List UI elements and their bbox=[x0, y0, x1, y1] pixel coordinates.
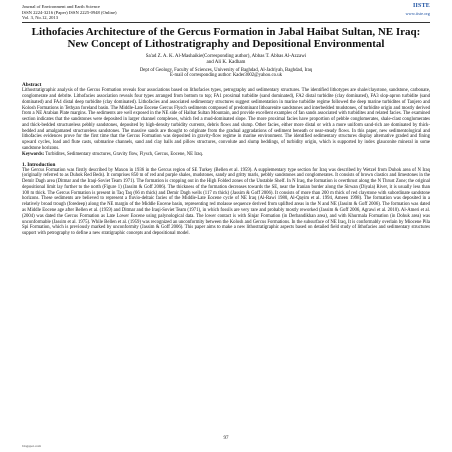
keywords-label: Keywords: bbox=[22, 151, 45, 157]
journal-header bbox=[22, 4, 430, 22]
introduction-text: The Gercus Formation was firstly described by Maxon in 1936 in the Gercus region of SE Turkey (Bellen et al. 1959). A supplementary type section for Iraq was described by Wetzel from Duhok area of N Iraq (originally referred to as Duhok Red Beds). It comprises 850 m of red and purple shales, mudstones, sandy and gritty marls, pebbly sandstones and conglomerates. It consists of brown clastics and limestones in the Demir Dagh area (Ditmar and the Iraqi-Soviet Team 1971). The formation is cropping out in the High Folded zones of the Unstable Shelf. In N Iraq, the formation is overthrust along the N Thrust Zone; the original depositional limit lay further to the north (Figure 1) (Jassim & Goff 2006). The thickness of the formation decreases towards the SE, near the Iranian border along the Sirwan (Diyala) River, it is usually less than 100 m thick. The Gercus Formation is present in Taq Taq (66 m thick) and Demir Dagh wells (117 m thick) (Jassim & Goff 2006). It consists of more than 200 m thick of red claystone with subordinate sandstone horizons. These sediments are believed to represent a fluvio-deltaic facies of the Middle-Late Eocene cycle of NE Iraq (Al-Rawi 1980, Al-Qayim et al. 1994, Ameen 1998). The formation was deposited in a relatively broad trough (foredeep) along the NE margin of the Middle Eocene basin, representing red molasse sequence derived from uplifted areas in the N and NE (Jassim & Goff 2006). The formation was dated as Middle Eocene age after Bellen et al. (1959) and Ditmar and the Iraqi-Soviet Team (1971), in which fossils are very rare and probably mostly reworked (Jassim & Goff 2006, Agrawi et al. 2010). Al-Ameri et al. (2004) was dated the Gercus Formation as Late Lower Eocene using palynological data. The lower contact is with Sinjar Formation (in Derbandikhan area), and with Khurmala Formation (in Dohuk area) was unconformable (Jassim et al. 1975). While Bellen et al. (1959) was recognized an unconformity between the Kolosh and Gercus Formations. In the subsurface of NE Iraq, It is conformably overlain by Miocene Pila Spi Formation, which is previously marked by unconformity (Jassim & Goff 2006). This paper aims to make a new lithostratigraphic aspects based on detailed field study of lithofacies and sedimentary structures support with petrography to define a new stratigraphic concepts and depositional model. bbox=[22, 167, 430, 237]
iiste-logo: IISTE bbox=[412, 3, 430, 9]
journal-url-link[interactable]: www.iiste.org bbox=[405, 11, 430, 16]
authors-line-2: and Ali K. Kadham bbox=[206, 59, 246, 65]
affiliation-line-1: Dept of Geology, Faculty of Sciences, University of Baghdad, Al-Jadriyah, Baghdad, Iraq bbox=[139, 67, 313, 73]
author-list bbox=[22, 54, 430, 66]
journal-name: Journal of Environment and Earth Science bbox=[22, 4, 100, 9]
affiliation-line-2: E-mail of corresponding author: Kader3002@yahoo.co.uk bbox=[169, 73, 283, 79]
keywords bbox=[22, 152, 430, 158]
affiliation bbox=[22, 68, 430, 80]
authors-line-1: Sa'ad Z. A. K. Al-Mashaikie(Corresponding author), Abbas T. Abbas Al-Azzawi bbox=[145, 53, 307, 59]
journal-info bbox=[22, 4, 117, 21]
introduction-heading: 1. Introduction bbox=[22, 161, 56, 168]
paper-page bbox=[22, 4, 430, 237]
journal-issn: ISSN 2224-3216 (Paper) ISSN 2225-0948 (Online) bbox=[22, 9, 117, 15]
watermark-text: blogspot.com bbox=[22, 444, 41, 448]
journal-volume: Vol. 3, No.12, 2013 bbox=[22, 15, 59, 21]
abstract-heading: Abstract bbox=[22, 82, 42, 89]
abstract-text: Lithostratigraphic analysis of the Gercus Formation reveals four associations based on lithofacies types, petrography and sedimentary structures. The identified lithotypes are shale/claystone, sandstone, carbonate, conglomerate and debrite. Lithofacies association reveals four types arranged from bottom to top; FA1 proximal turbidite (sand dominated), FA2 distal turbidite (clay dominated), FA3 slop-apron turbidite (sand dominated) and FA4 distal deep turbidite (clay dominated). Lithofacies and associated sedimentary structures suggest sedimentation in marine turbidite regime followed the deep marine turbidites of Tanjero and Kolosh Formations in Tethyan foreland basin. The Middle-Late Eocene Gercus Flysch sediments composed of predominant lithoarenite sandstones and interbedded mudstones, of turbidite origin and mostly derived from a NE Arabian Plate margins. The sediments are well exposed in the NE side of Haibat Sultan Mountain, and provide excellent examples of fan sands associated with turbidites and related facies. The examined section indicates that the sandstones were deposited in larger channel complexes, which fed a mud-dominated slope. The more proximal facies have proportion of pebble conglomerates, shale-clast conglomerates and thick-bedded structureless pebbly sandstones, deposited by high-density turbidity currents, debris flows and slump. Other facies, either more distal or with a more uniform sand-rich are dominated by thick-bedded and amalgamated structureless sandstones. The massive sands are thought to originate from the gradual aggradations of sediment beneath or near-steady flows. In this paper, new sedimentological and lithofacies evidences prove for the first time that the Gercus Formation was deposited in gravity-flow regime in marine environment. The identified sedimentary structures display alternative graded and fining upward cycles, load and flute casts, submarine channels, sand and clay balls and pillow structures, convolute and slump beddings, of turbidity origin, which is supported by index glauconite mineral in some sandstone horizons. bbox=[22, 88, 430, 151]
paper-title: Lithofacies Architecture of the Gercus Formation in Jabal Haibat Sultan, NE Iraq: New Concept of Lithostratigraphy and Depositional Environmental bbox=[31, 26, 421, 50]
keywords-text: Turbidites, Sedimentary structures, Gravity flow, Flysch, Gercus, Eocene, NE Iraq. bbox=[44, 151, 204, 157]
page-number: 97 bbox=[223, 436, 229, 441]
header-divider bbox=[22, 22, 430, 23]
